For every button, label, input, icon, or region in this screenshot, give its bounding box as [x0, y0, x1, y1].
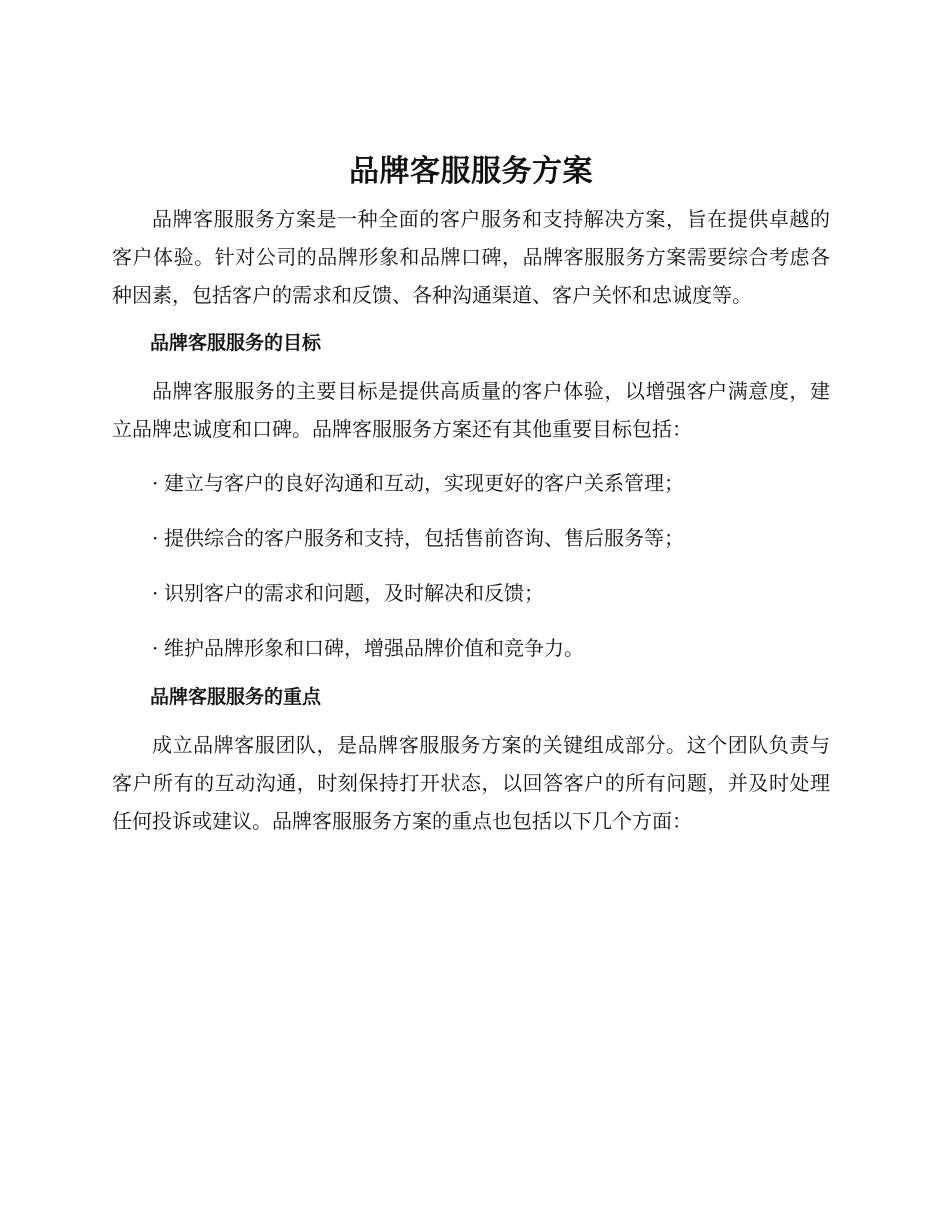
list-item-text: 提供综合的客户服务和支持，包括售前咨询、售后服务等；: [164, 526, 684, 550]
list-item: [112, 519, 830, 558]
list-item: [112, 574, 830, 613]
goals-paragraph: 品牌客服服务的主要目标是提供高质量的客户体验，以增强客户满意度，建立品牌忠诚度和口碑。品牌客服服务方案还有其他重要目标包括：: [112, 379, 830, 441]
bullet-mark: ·: [152, 526, 159, 550]
document-body: [112, 150, 830, 840]
focus-paragraph: 成立品牌客服团队，是品牌客服服务方案的关键组成部分。这个团队负责与客户所有的互动沟通，时刻保持打开状态，以回答客户的所有问题，并及时处理任何投诉或建议。品牌客服服务方案的重点也包括以下几个方面：: [112, 733, 830, 833]
list-item-text: 建立与客户的良好沟通和互动，实现更好的客户关系管理；: [164, 471, 684, 495]
list-item-text: 维护品牌形象和口碑，增强品牌价值和竞争力。: [164, 636, 584, 660]
goals-list: [112, 464, 830, 668]
bullet-mark: ·: [152, 471, 159, 495]
list-item: [112, 464, 830, 503]
bullet-mark: ·: [152, 581, 159, 605]
list-item: [112, 629, 830, 668]
intro-paragraph: 品牌客服服务方案是一种全面的客户服务和支持解决方案，旨在提供卓越的客户体验。针对公司的品牌形象和品牌口碑，品牌客服服务方案需要综合考虑各种因素，包括客户的需求和反馈、各种沟通渠道、客户关怀和忠诚度等。: [112, 207, 830, 307]
document-title: 品牌客服服务方案: [349, 154, 593, 189]
section-heading-goals: 品牌客服服务的目标: [150, 332, 322, 354]
list-item-text: 识别客户的需求和问题，及时解决和反馈；: [164, 581, 544, 605]
section-heading-focus: 品牌客服服务的重点: [150, 686, 322, 708]
bullet-mark: ·: [152, 636, 159, 660]
